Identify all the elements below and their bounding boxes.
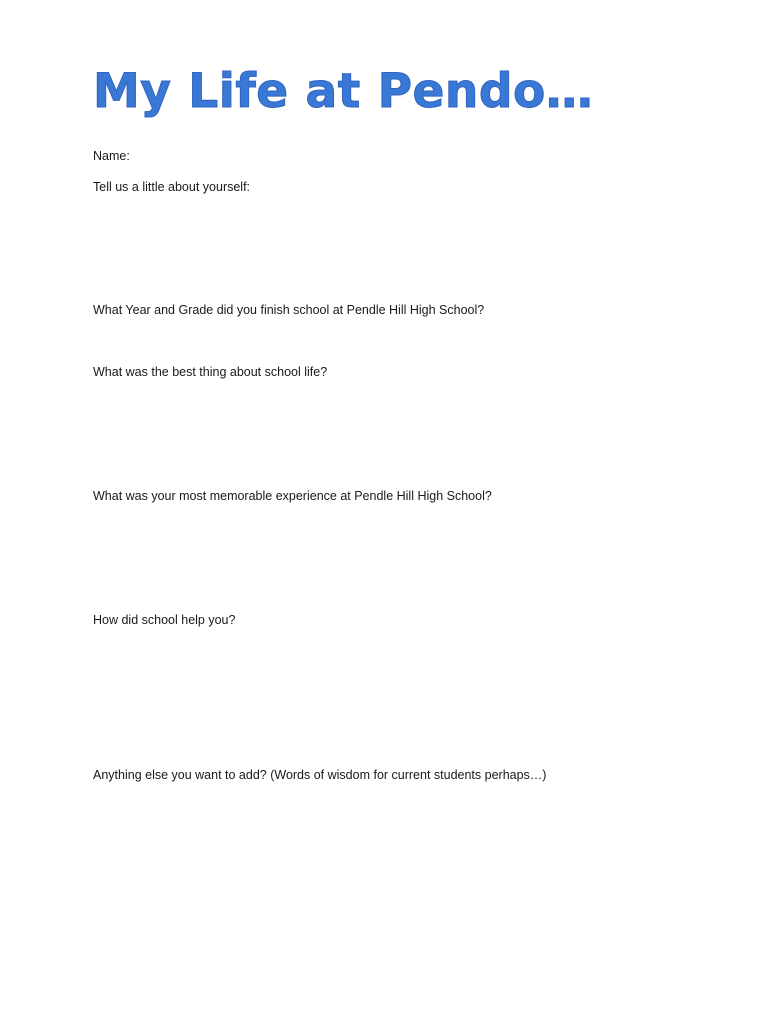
best-thing-question: What was the best thing about school life? bbox=[93, 365, 328, 379]
about-yourself-prompt: Tell us a little about yourself: bbox=[93, 180, 251, 194]
page-title: My Life at Pendo… bbox=[93, 62, 593, 122]
school-help-question: How did school help you? bbox=[93, 613, 236, 627]
memorable-experience-question: What was your most memorable experience at Pendle Hill High School? bbox=[93, 489, 492, 503]
anything-else-question: Anything else you want to add? (Words of wisdom for current students perhaps…) bbox=[93, 768, 547, 782]
name-prompt: Name: bbox=[93, 149, 130, 163]
year-grade-question: What Year and Grade did you finish school at Pendle Hill High School? bbox=[93, 303, 485, 317]
